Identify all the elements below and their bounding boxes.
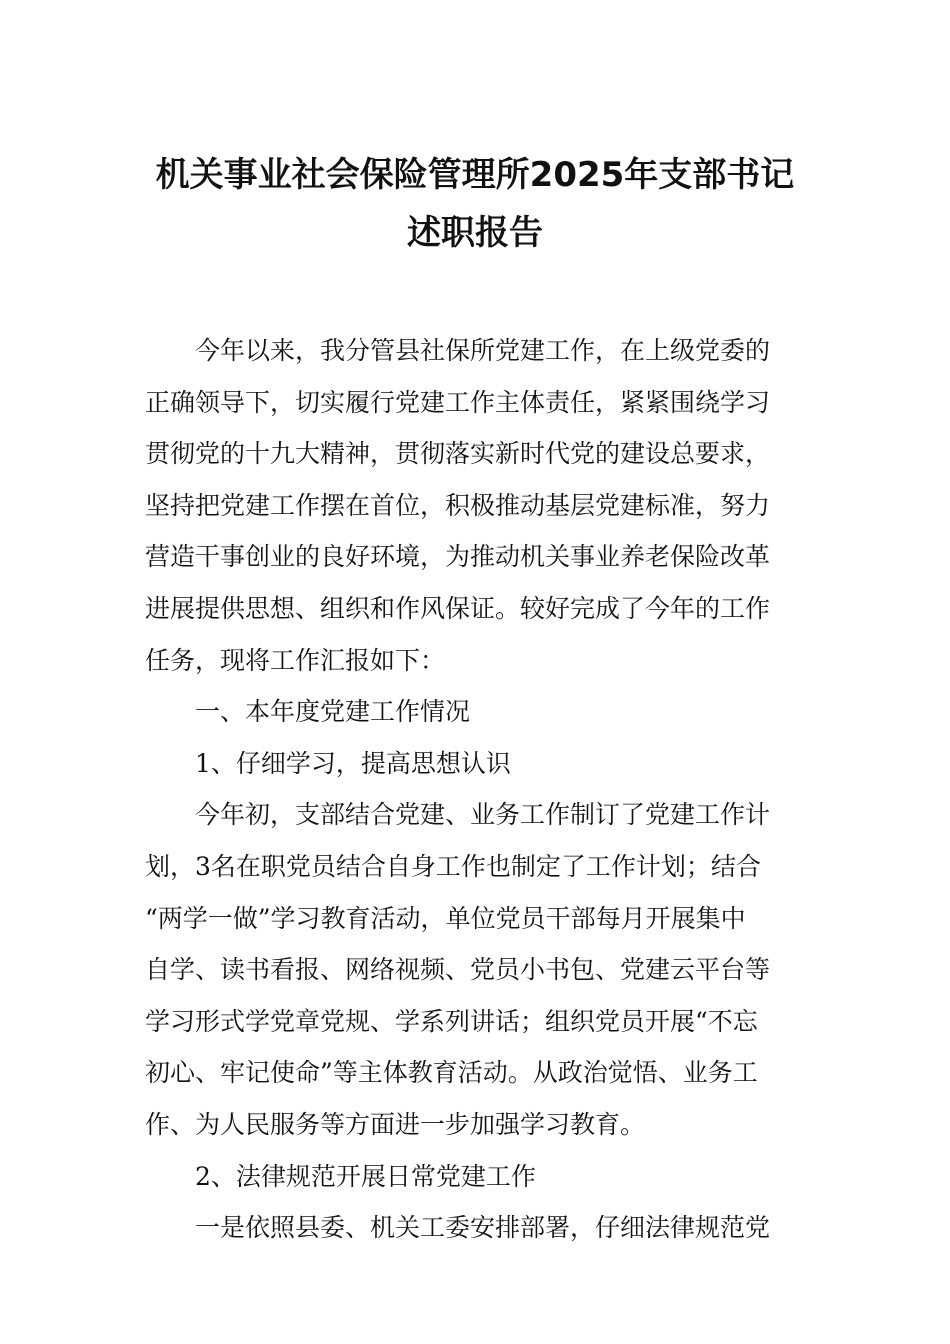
- text-line: 自学、读书看报、网络视频、党员小书包、党建云平台等: [145, 955, 771, 985]
- subsection-heading: 1、仔细学习，提高思想认识: [195, 748, 511, 778]
- text-line: 正确领导下，切实履行党建工作主体责任，紧紧围绕学习: [145, 387, 771, 417]
- text-line: 进展提供思想、组织和作风保证。较好完成了今年的工作: [145, 593, 771, 623]
- title-line-2: 述职报告: [407, 213, 543, 253]
- text-line: 营造干事创业的良好环境，为推动机关事业养老保险改革: [145, 542, 771, 572]
- title-line-1: 机关事业社会保险管理所2025年支部书记: [155, 155, 795, 195]
- document-body: [145, 325, 810, 1254]
- text-line: 划，3名在职党员结合自身工作也制定了工作计划；结合: [145, 851, 761, 881]
- section-heading: 一、本年度党建工作情况: [195, 697, 471, 727]
- document-title: [100, 146, 850, 262]
- subsection-heading: 2、法律规范开展日常党建工作: [195, 1161, 536, 1191]
- text-line: 初心、牢记使命”等主体教育活动。从政治觉悟、业务工: [145, 1058, 758, 1088]
- text-line: 任务，现将工作汇报如下：: [145, 645, 446, 675]
- text-line: 今年以来，我分管县社保所党建工作，在上级党委的: [195, 336, 771, 365]
- text-line: 作、为人民服务等方面进一步加强学习教育。: [145, 1109, 646, 1139]
- text-line: 一是依照县委、机关工委安排部署，仔细法律规范党: [195, 1213, 771, 1243]
- text-line: 坚持把党建工作摆在首位，积极推动基层党建标准，努力: [145, 490, 771, 520]
- text-line: “两学一做”学习教育活动，单位党员干部每月开展集中: [145, 903, 746, 933]
- text-line: 学习形式学党章党规、学系列讲话；组织党员开展“不忘: [145, 1006, 758, 1036]
- text-line: 今年初，支部结合党建、业务工作制订了党建工作计: [195, 800, 771, 830]
- text-line: 贯彻党的十九大精神，贯彻落实新时代党的建设总要求，: [145, 439, 771, 469]
